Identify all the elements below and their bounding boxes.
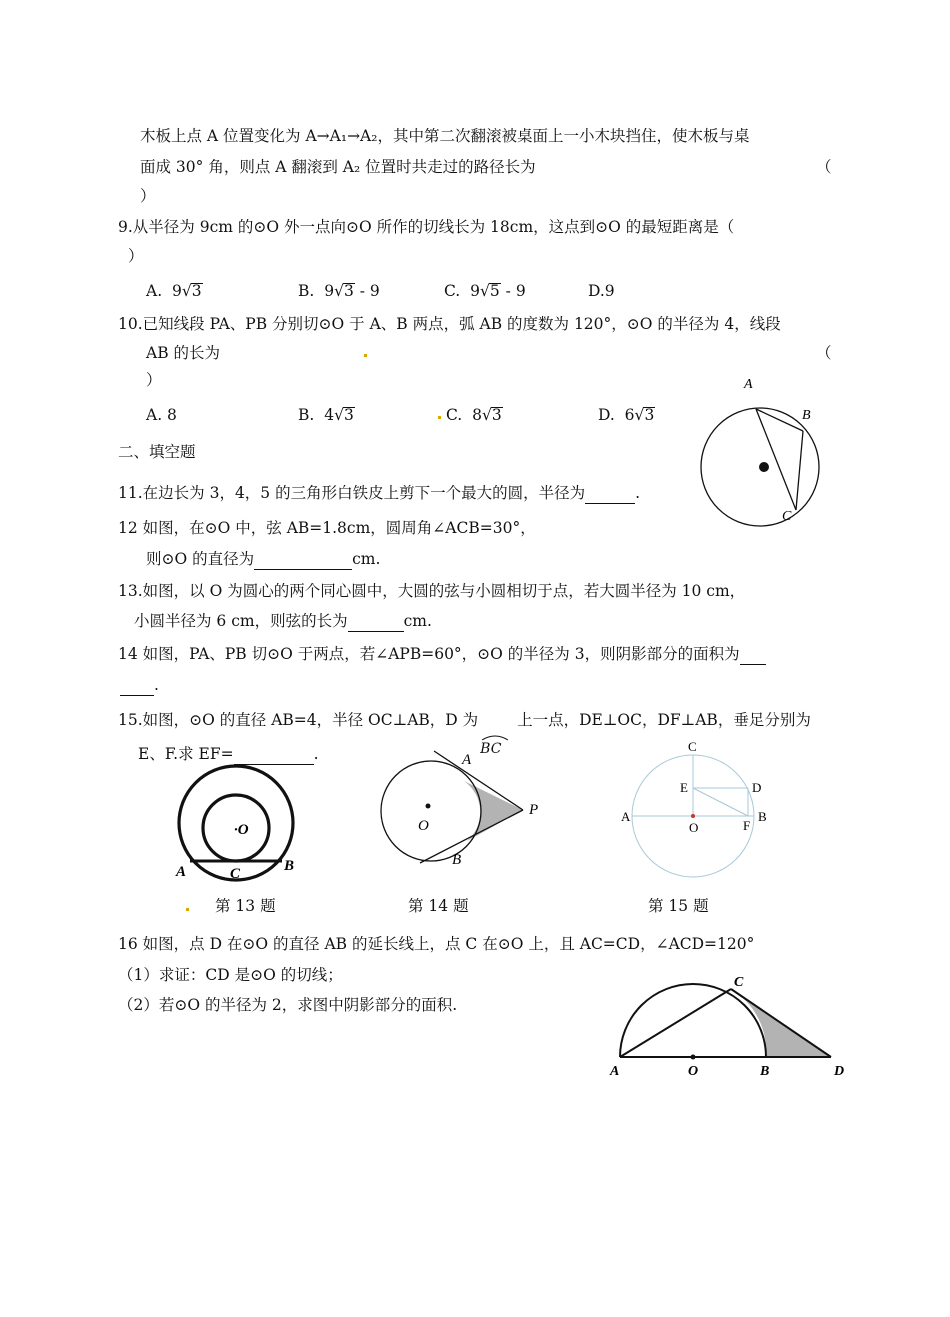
label-p: P	[529, 802, 539, 818]
figure-q16	[606, 970, 846, 1080]
segment-ac	[756, 409, 796, 510]
q9-close: ）	[128, 247, 144, 265]
q12-line1: 12 如图，在⊙O 中，弦 AB=1.8cm，圆周角∠ACB=30°，	[118, 519, 536, 537]
marker-dot	[186, 908, 189, 911]
q10-option-c: C. 8√3	[446, 406, 502, 424]
q10-line2: AB 的长为	[146, 344, 221, 362]
arc-mark-icon	[480, 733, 510, 741]
q13-line2: 小圆半径为 6 cm，则弦的长为 cm.	[134, 612, 432, 630]
q16-part2: （2）若⊙O 的半径为 2，求图中阴影部分的面积.	[118, 996, 458, 1014]
q12-line2: 则⊙O 的直径为 cm.	[146, 550, 381, 568]
label-c: C	[230, 866, 241, 882]
label-b: B	[452, 852, 462, 868]
q11: 11.在边长为 3，4，5 的三角形白铁皮上剪下一个最大的圆，半径为 .	[118, 484, 641, 502]
q8-line1: 木板上点 A 位置变化为 A→A₁→A₂，其中第二次翻滚被桌面上一小木块挡住，使木板与桌	[140, 127, 750, 145]
circle-outline	[381, 761, 481, 861]
q9-option-c: C. 9√5 - 9	[444, 282, 526, 300]
q8-line2: 面成 30° 角，则点 A 翻滚到 A₂ 位置时共走过的路径长为	[140, 158, 536, 176]
arc-label: BC	[480, 741, 502, 757]
q14-line2: .	[120, 675, 159, 696]
tangent-pb	[420, 810, 523, 863]
label-b: B	[760, 1064, 770, 1079]
q10-paren-open: （	[816, 344, 832, 362]
q16-line1: 16 如图，点 D 在⊙O 的直径 AB 的延长线上，点 C 在⊙O 上，且 AC=CD，∠ACD=120°	[118, 935, 755, 953]
label-a: A	[621, 809, 631, 824]
section-heading: 二、填空题	[118, 443, 196, 461]
label-a: A	[462, 752, 472, 768]
center-dot	[691, 1055, 696, 1060]
marker-dot	[438, 416, 441, 419]
tangent-pa	[434, 751, 523, 810]
label-c: C	[734, 975, 744, 990]
label-d: D	[834, 1064, 845, 1079]
q8-paren-open: （	[816, 158, 832, 176]
label-b: B	[284, 858, 295, 874]
q15-line1: 15.如图，⊙O 的直径 AB=4，半径 OC⊥AB，D 为 BC 上一点，DE⊥OC，DF⊥AB，垂足分别为	[118, 711, 811, 757]
q10-option-d: D. 6√3	[598, 406, 655, 424]
figure-q13	[170, 770, 300, 890]
q8-paren-close: ）	[140, 187, 156, 205]
label-o: O	[418, 818, 429, 834]
segment-ac	[620, 989, 731, 1057]
segment-ef	[693, 788, 748, 816]
q16-part1: （1）求证：CD 是⊙O 的切线；	[118, 966, 343, 984]
q10-line1: 10.已知线段 PA、PB 分别切⊙O 于 A、B 两点，弧 AB 的度数为 120°，⊙O 的半径为 4，线段	[118, 315, 781, 333]
label-c: C	[782, 509, 792, 524]
caption-q15: 第 15 题	[648, 897, 709, 915]
center-dot	[426, 804, 431, 809]
q9-option-d: D.9	[588, 282, 615, 300]
label-c: C	[688, 739, 697, 754]
label-d: D	[752, 780, 762, 795]
label-b: B	[802, 408, 811, 423]
q10-option-a: A. 8	[146, 406, 177, 424]
label-o: O	[689, 820, 699, 835]
figure-q14	[376, 748, 546, 873]
segment-bc	[796, 431, 803, 510]
label-o: O	[688, 1064, 699, 1079]
semicircle-outline	[620, 984, 766, 1057]
figure-q12	[696, 376, 826, 526]
figure-q15	[618, 738, 778, 888]
q14-line1: 14 如图，PA、PB 切⊙O 于两点，若∠APB=60°，⊙O 的半径为 3，则阴影部分的面积为	[118, 644, 766, 665]
label-a: A	[610, 1064, 620, 1079]
caption-q14: 第 14 题	[408, 897, 469, 915]
label-a: A	[744, 377, 753, 392]
marker-dot	[364, 354, 367, 357]
label-a: A	[176, 864, 187, 880]
q13-line1: 13.如图，以 O 为圆心的两个同心圆中，大圆的弦与小圆相切于点，若大圆半径为 10 cm，	[118, 582, 746, 600]
center-dot	[759, 462, 769, 472]
center-dot	[691, 814, 695, 818]
label-f: F	[743, 818, 751, 833]
q15-line2: E、F.求 EF= .	[138, 745, 319, 763]
q9-option-a: A. 9√3	[146, 282, 202, 300]
q9-option-b: B. 9√3 - 9	[298, 282, 380, 300]
q9-stem: 9.从半径为 9cm 的⊙O 外一点向⊙O 所作的切线长为 18cm，这点到⊙O 的最短距离是（	[118, 218, 735, 236]
q10-paren-close: ）	[146, 371, 162, 389]
label-b: B	[758, 809, 767, 824]
label-o: ·O	[234, 822, 249, 838]
label-e: E	[680, 780, 688, 795]
caption-q13: 第 13 题	[215, 897, 276, 915]
q10-option-b: B. 4√3	[298, 406, 354, 424]
